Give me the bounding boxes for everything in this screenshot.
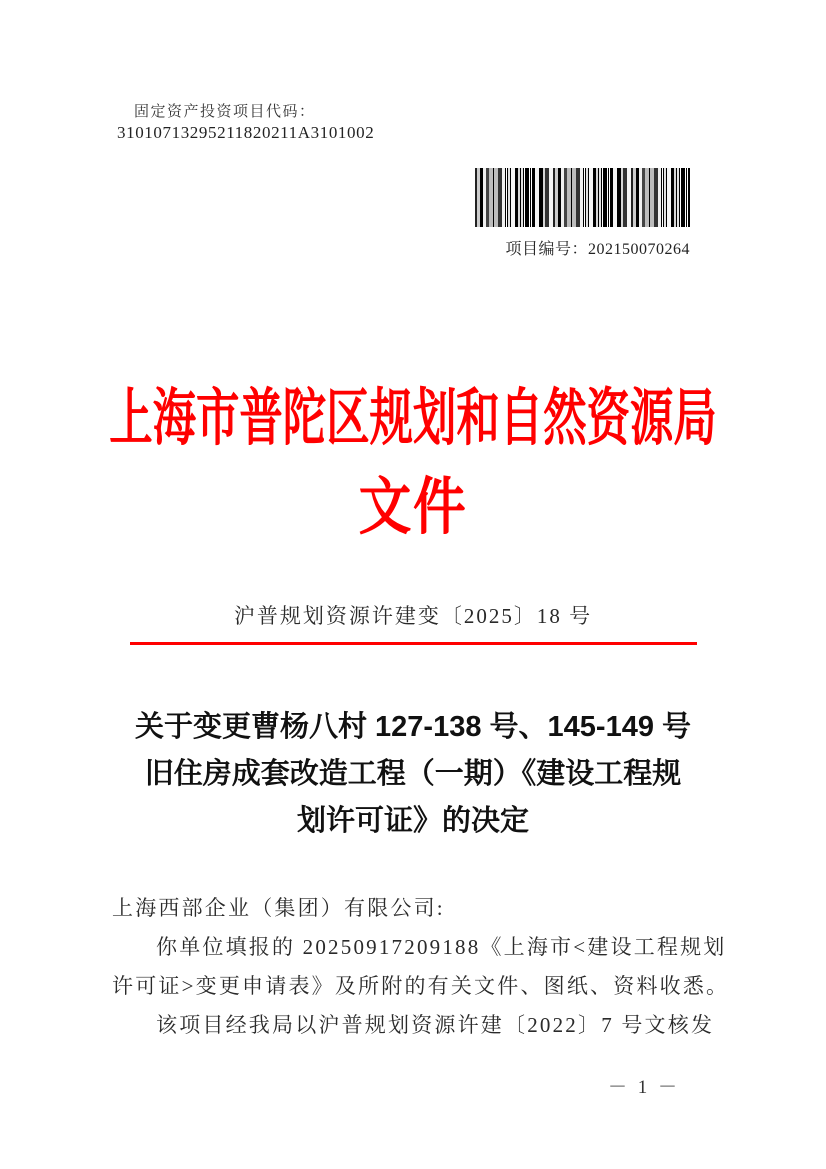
- barcode-caption-value: 202150070264: [588, 241, 690, 258]
- barcode-image: [475, 168, 690, 227]
- decision-title-line2: 旧住房成套改造工程（一期）《建设工程规: [144, 758, 682, 790]
- page-number: － 1 －: [607, 1077, 680, 1098]
- document-word-text: 文件: [358, 474, 468, 542]
- decision-title: [0, 704, 826, 845]
- barcode-caption: [455, 236, 690, 259]
- red-divider-rule: [130, 642, 697, 645]
- body-paragraph2-line1: 该项目经我局以沪普规划资源许建〔2022〕7 号文核发: [156, 1013, 715, 1037]
- agency-header-line2: [0, 473, 826, 543]
- fixed-asset-code-label: 固定资产投资项目代码：: [134, 104, 316, 120]
- decision-title-line3: 划许可证》的决定: [296, 805, 529, 837]
- body-paragraph1-line2: 许可证>变更申请表》及所附的有关文件、图纸、资料收悉。: [112, 974, 730, 998]
- document-number: 沪普规划资源许建变〔2025〕18 号: [233, 604, 593, 628]
- barcode-caption-label: 项目编号：: [505, 241, 588, 258]
- body-paragraph1-line1: 你单位填报的 20250917209188《上海市<建设工程规划: [156, 935, 727, 959]
- agency-name-text: 上海市普陀区规划和自然资源局: [109, 385, 717, 453]
- salutation-line: 上海西部企业（集团）有限公司:: [112, 896, 445, 920]
- fixed-asset-code-value: 31010713295211820211A3101002: [117, 123, 375, 142]
- agency-header-line1: [0, 384, 826, 454]
- body-text: [112, 889, 730, 1045]
- decision-title-line1: 关于变更曹杨八村 127-138 号、145-149 号: [134, 711, 692, 743]
